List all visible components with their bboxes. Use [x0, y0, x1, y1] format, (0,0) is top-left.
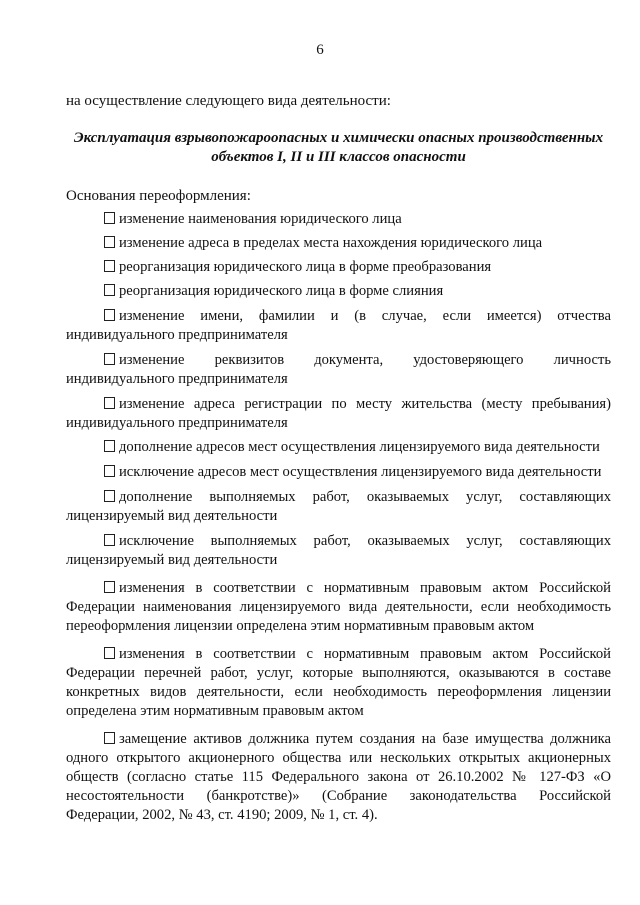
- activity-title-line-2: объектов I, II и III классов опасности: [211, 149, 466, 165]
- checkbox[interactable]: [104, 260, 115, 272]
- ground-option-label: реорганизация юридического лица в форме слияния: [119, 283, 444, 299]
- ground-option: [66, 645, 611, 721]
- page-number: 6: [316, 42, 324, 58]
- ground-option-label: дополнение адресов мест осуществления лицензируемого вида деятельности: [119, 439, 600, 455]
- ground-option-label: изменение адреса регистрации по месту жительства (месту пребывания) индивидуального предпринимателя: [66, 396, 611, 431]
- checkbox[interactable]: [104, 212, 115, 224]
- grounds-heading: Основания переоформления:: [66, 188, 251, 204]
- checkbox[interactable]: [104, 534, 115, 546]
- ground-option: [66, 282, 611, 301]
- ground-option: [66, 351, 611, 389]
- ground-option-label: изменение имени, фамилии и (в случае, если имеется) отчества индивидуального предпринимателя: [66, 308, 611, 343]
- checkbox[interactable]: [104, 732, 115, 744]
- checkbox[interactable]: [104, 284, 115, 296]
- ground-option-label: исключение адресов мест осуществления лицензируемого вида деятельности: [119, 464, 602, 480]
- ground-option: [66, 307, 611, 345]
- ground-option: [66, 463, 611, 482]
- checkbox[interactable]: [104, 353, 115, 365]
- ground-option-label: изменения в соответствии с нормативным правовым актом Российской Федерации наименования лицензируемого вида деятельности, если необходимость переоформления лицензии определена этим нормативным правовым актом: [66, 580, 611, 634]
- checkbox[interactable]: [104, 581, 115, 593]
- ground-option-label: замещение активов должника путем создания на базе имущества должника одного открытого акционерного общества или нескольких открытых акционерных обществ (согласно статье 115 Федерального закона от 26.10.2002 № 127-ФЗ «О несостоятельности (банкротстве)» (Собрание законодательства Российской Федерации, 2002, № 43, ст. 4190; 2009, № 1, ст. 4).: [66, 731, 611, 823]
- ground-option-label: изменение адреса в пределах места нахождения юридического лица: [119, 235, 543, 251]
- checkbox[interactable]: [104, 236, 115, 248]
- checkbox[interactable]: [104, 440, 115, 452]
- ground-option-label: исключение выполняемых работ, оказываемых услуг, составляющих лицензируемый вид деятельности: [66, 533, 611, 568]
- checkbox[interactable]: [104, 397, 115, 409]
- activity-title: [66, 129, 611, 167]
- ground-option: [66, 395, 611, 433]
- ground-option-label: реорганизация юридического лица в форме преобразования: [119, 259, 492, 275]
- ground-option-label: дополнение выполняемых работ, оказываемых услуг, составляющих лицензируемый вид деятельности: [66, 489, 611, 524]
- ground-option: [66, 532, 611, 570]
- activity-title-line-1: Эксплуатация взрывопожароопасных и химически опасных производственных: [73, 130, 604, 146]
- ground-option: [66, 488, 611, 526]
- ground-option-label: изменения в соответствии с нормативным правовым актом Российской Федерации перечней работ, услуг, которые выполняются, оказываются в составе конкретных видов деятельности, если необходимость переоформления лицензии определена этим нормативным правовым актом: [66, 646, 611, 719]
- ground-option: [66, 258, 611, 277]
- ground-option: [66, 234, 611, 253]
- ground-option: [66, 730, 611, 825]
- ground-option: [66, 210, 611, 229]
- checkbox[interactable]: [104, 647, 115, 659]
- checkbox[interactable]: [104, 465, 115, 477]
- ground-option: [66, 579, 611, 636]
- checkbox[interactable]: [104, 490, 115, 502]
- ground-option-label: изменение реквизитов документа, удостоверяющего личность индивидуального предпринимателя: [66, 352, 611, 387]
- grounds-list: [66, 210, 611, 825]
- checkbox[interactable]: [104, 309, 115, 321]
- ground-option: [66, 438, 611, 457]
- activity-intro: на осуществление следующего вида деятельности:: [66, 93, 391, 109]
- ground-option-label: изменение наименования юридического лица: [119, 211, 402, 227]
